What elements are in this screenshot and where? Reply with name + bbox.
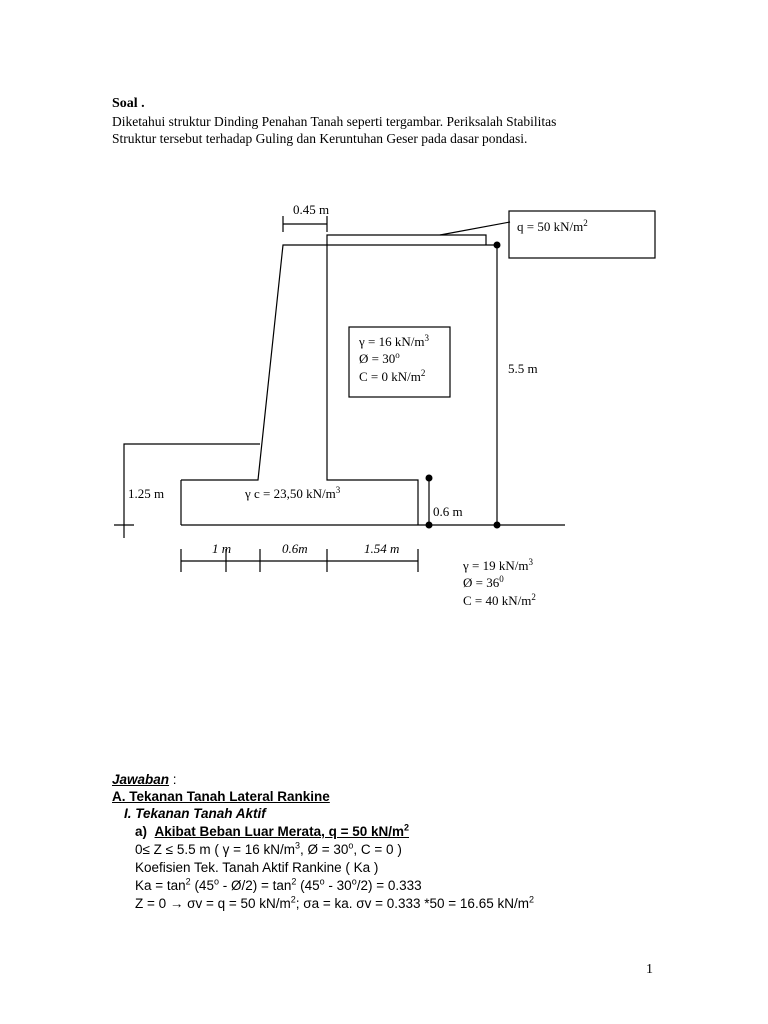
label-foundation-gamma: γ = 19 $kN/m^3$ — [463, 557, 533, 573]
label-front-height: 1.25 m — [128, 486, 165, 501]
node-base-top — [426, 475, 433, 482]
answer-line-4: Z = 0 → σv = q = 50 $kN/m^2$; σa = ka. σv = 0.333 *50 = 16.65 $kN/m^2$ — [135, 894, 534, 911]
sub-section-i: I. Tekanan Tanah Aktif — [124, 806, 266, 821]
label-height: 5.5 m — [508, 361, 538, 376]
surcharge-leader — [440, 222, 510, 235]
label-base-thickness: 0.6 m — [433, 504, 463, 519]
label-concrete: γ c = 23,50 $kN/m^3$ — [245, 485, 341, 501]
node-base-bottom — [426, 522, 433, 529]
item-a-heading: a) Akibat Beban Luar Merata, q = 50 $kN/m^2$ — [135, 822, 410, 839]
answer-line-1: 0≤ Z ≤ 5.5 m ( γ = 16 $kN/m^3$, Ø = $30^o$, C = 0 ) — [135, 840, 402, 857]
answer-heading: Jawaban : — [112, 772, 177, 787]
label-foundation-phi: Ø = $36^0$ — [463, 574, 504, 590]
question-title: Soal . — [112, 96, 145, 111]
label-backfill-gamma: γ = 16 $kN/m^3$ — [359, 333, 429, 349]
label-backfill-c: C = 0 $kN/m^2$ — [359, 368, 426, 384]
surcharge-strip — [327, 235, 486, 245]
label-foundation-c: C = 40 $kN/m^2$ — [463, 592, 536, 608]
label-dim-stem: 0.6m — [282, 541, 308, 556]
answer-line-3: $Ka = \tan^2 (45^o$ - Ø/2) = $\tan^2 (45^o - 30^o/2) = 0.333$ — [135, 876, 422, 893]
wall-heel-outline — [327, 245, 418, 525]
question-line-2: Struktur tersebut terhadap Guling dan Keruntuhan Geser pada dasar pondasi. — [112, 131, 528, 146]
answer-line-2: Koefisien Tek. Tanah Aktif Rankine ( Ka ) — [135, 860, 379, 875]
node-top-right — [494, 242, 501, 249]
question-line-1: Diketahui struktur Dinding Penahan Tanah seperti tergambar. Periksalah Stabilitas — [112, 114, 557, 129]
label-surcharge: q = 50 $kN/m^2$ — [517, 218, 588, 234]
node-heel-bottom — [494, 522, 501, 529]
label-top-width: 0.45 m — [293, 202, 330, 217]
page-number: 1 — [646, 962, 653, 977]
label-dim-toe: 1 m — [212, 541, 232, 556]
section-a-title: A. Tekanan Tanah Lateral Rankine — [112, 789, 330, 804]
label-dim-heel: 1.54 m — [364, 541, 400, 556]
label-backfill-phi: Ø = $30^o$ — [359, 350, 400, 366]
